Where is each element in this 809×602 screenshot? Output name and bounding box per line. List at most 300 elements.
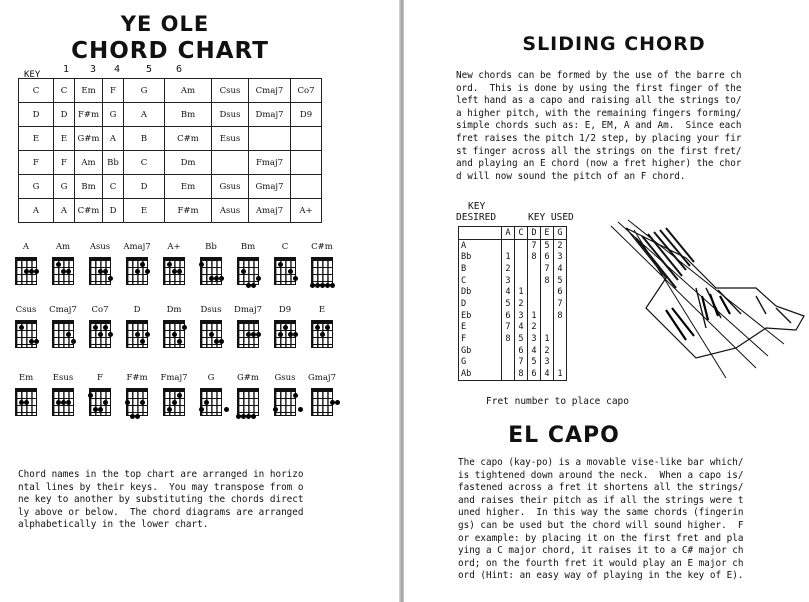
capo-column-header: C (515, 227, 528, 240)
fretboard-grid (274, 320, 296, 348)
chord-diagram-name: D (133, 305, 141, 315)
chord-diagram (119, 242, 155, 285)
fretboard-grid (52, 320, 74, 348)
fretboard-grid (52, 388, 74, 416)
capo-fret-value: 5 (515, 333, 528, 345)
chart-chord-cell: Bm (75, 175, 103, 199)
chart-chord-cell: Am (75, 151, 103, 175)
chart-chord-cell: G#m (75, 127, 103, 151)
capo-table-row (459, 310, 567, 322)
chart-explanation: Chord names in the top chart are arranged in horizo ntal lines by their keys. You may transpose from o ne key to another by substituting the chords direct ly above or below. The chord diagrams are arranged alphabetically in the lower chart. (18, 469, 304, 531)
capo-fret-value (528, 286, 541, 298)
chord-diagram (82, 242, 118, 285)
chart-chord-cell: Co7 (291, 79, 322, 103)
finger-dot (34, 339, 39, 344)
capo-fret-value (528, 263, 541, 275)
fretboard-grid (311, 320, 333, 348)
fretboard-grid (15, 388, 37, 416)
capo-fret-value: 7 (528, 239, 541, 251)
finger-dot (135, 332, 140, 337)
capo-fret-value: 3 (528, 333, 541, 345)
capo-fret-value (541, 286, 554, 298)
chord-diagram-name: Dmaj7 (234, 305, 262, 315)
finger-dot (182, 325, 187, 330)
chart-chord-cell: Em (75, 79, 103, 103)
fretboard-grid (200, 320, 222, 348)
capo-table-row (459, 333, 567, 345)
capo-column-header: E (541, 227, 554, 240)
finger-dot (130, 414, 135, 419)
chord-chart-row (19, 103, 322, 127)
capo-key-desired: Bb (459, 251, 502, 263)
finger-dot (93, 325, 98, 330)
finger-dot (172, 400, 177, 405)
fretboard-grid (126, 257, 148, 285)
chord-diagram (45, 242, 81, 285)
capo-fret-value (502, 239, 515, 251)
chord-diagram (304, 305, 340, 348)
finger-dot (330, 283, 335, 288)
finger-dot (135, 269, 140, 274)
chord-chart-row (19, 127, 322, 151)
chord-diagram-name: Gsus (274, 373, 296, 383)
capo-fret-value: 8 (541, 275, 554, 287)
chart-chord-cell: C (124, 151, 165, 175)
capo-fret-value: 5 (528, 357, 541, 369)
finger-dot (241, 414, 246, 419)
chart-chord-cell: Esus (212, 127, 249, 151)
chart-chord-cell: D9 (291, 103, 322, 127)
fret-number: 5 (146, 64, 153, 75)
finger-dot (103, 325, 108, 330)
chord-diagram (230, 242, 266, 285)
finger-dot (56, 400, 61, 405)
capo-table-row (459, 239, 567, 251)
chart-chord-cell: F (103, 79, 124, 103)
capo-table-row (459, 345, 567, 357)
chart-chord-cell: Dm (165, 151, 212, 175)
capo-fret-value: 1 (554, 368, 567, 380)
chart-key-cell: E (19, 127, 54, 151)
chart-chord-cell (291, 127, 322, 151)
sliding-chord-title: SLIDING CHORD (522, 33, 706, 55)
chord-diagram-name: D9 (278, 305, 292, 315)
capo-fret-value: 3 (541, 357, 554, 369)
capo-fret-value: 5 (541, 239, 554, 251)
chart-chord-cell: Gsus (212, 175, 249, 199)
chart-key-cell: C (19, 79, 54, 103)
chart-chord-cell: C#m (165, 127, 212, 151)
finger-dot (103, 269, 108, 274)
finger-dot (140, 400, 145, 405)
chord-diagram (45, 373, 81, 416)
capo-key-desired: F (459, 333, 502, 345)
finger-dot (167, 262, 172, 267)
finger-dot (293, 332, 298, 337)
chord-chart-row (19, 79, 322, 103)
chord-chart-row (19, 199, 322, 223)
fretboard-grid (200, 388, 222, 416)
finger-dot (135, 414, 140, 419)
finger-dot (199, 407, 204, 412)
el-capo-title: EL CAPO (508, 423, 620, 448)
finger-dot (236, 414, 241, 419)
capo-fret-value: 6 (541, 251, 554, 263)
finger-dot (145, 332, 150, 337)
chord-diagram (193, 373, 229, 416)
finger-dot (93, 407, 98, 412)
chord-diagram-name: F (97, 373, 103, 383)
chart-chord-cell: A+ (291, 199, 322, 223)
capo-fret-value (502, 368, 515, 380)
capo-fret-value: 3 (502, 275, 515, 287)
finger-dot (315, 283, 320, 288)
finger-dot (108, 276, 113, 281)
capo-fret-value (554, 345, 567, 357)
capo-fret-value: 2 (515, 298, 528, 310)
capo-table-row (459, 368, 567, 380)
fretboard-grid (237, 388, 259, 416)
finger-dot (140, 262, 145, 267)
finger-dot (273, 407, 278, 412)
capo-fret-value: 8 (554, 310, 567, 322)
capo-column-header: G (554, 227, 567, 240)
chart-chord-cell: F (54, 151, 75, 175)
chart-chord-cell: D (54, 103, 75, 127)
fretboard-grid (274, 388, 296, 416)
key-desired-label: KEY (468, 201, 486, 212)
capo-column-header: D (528, 227, 541, 240)
chord-diagram (230, 305, 266, 348)
finger-dot (293, 393, 298, 398)
finger-dot (315, 325, 320, 330)
finger-dot (88, 393, 93, 398)
fret-number: 6 (176, 64, 183, 75)
capo-fret-value: 6 (554, 286, 567, 298)
capo-fret-value (541, 322, 554, 334)
capo-fret-value (541, 298, 554, 310)
chord-diagram (8, 305, 44, 348)
capo-fret-value: 2 (528, 322, 541, 334)
capo-table-row (459, 251, 567, 263)
capo-fret-value (515, 251, 528, 263)
finger-dot (140, 339, 145, 344)
chord-diagram-name: G#m (237, 373, 259, 383)
fretboard-grid (89, 320, 111, 348)
capo-fret-value: 5 (502, 298, 515, 310)
chord-diagram-name: C#m (311, 242, 333, 252)
finger-dot (167, 407, 172, 412)
finger-dot (19, 400, 24, 405)
finger-dot (325, 325, 330, 330)
capo-fret-value: 4 (528, 345, 541, 357)
capo-column-header: A (502, 227, 515, 240)
chart-chord-cell: Bb (103, 151, 124, 175)
chart-chord-cell: G (54, 175, 75, 199)
finger-dot (125, 400, 130, 405)
chord-diagram (230, 373, 266, 416)
chord-diagram (45, 305, 81, 348)
finger-dot (19, 325, 24, 330)
chord-diagram-name: G (207, 373, 215, 383)
capo-fret-value: 8 (515, 368, 528, 380)
capo-table-row (459, 263, 567, 275)
fretboard-grid (163, 388, 185, 416)
capo-fret-value (541, 310, 554, 322)
chart-chord-cell: Cmaj7 (249, 79, 291, 103)
chord-diagram (267, 305, 303, 348)
fretboard-grid (15, 257, 37, 285)
capo-fret-value (502, 357, 515, 369)
capo-key-desired: Ab (459, 368, 502, 380)
chart-chord-cell: E (54, 127, 75, 151)
capo-table-row (459, 286, 567, 298)
chord-diagram-name: Em (18, 373, 34, 383)
finger-dot (251, 283, 256, 288)
chart-chord-cell: A (103, 127, 124, 151)
capo-hand-illustration (606, 218, 806, 388)
chart-chord-cell: Gmaj7 (249, 175, 291, 199)
fretboard-grid (274, 257, 296, 285)
chart-chord-cell: A (124, 103, 165, 127)
chart-key-cell: G (19, 175, 54, 199)
chord-diagram-name: A+ (167, 242, 181, 252)
capo-table-row (459, 298, 567, 310)
chart-chord-cell (212, 151, 249, 175)
finger-dot (199, 262, 204, 267)
chart-chord-cell: C#m (75, 199, 103, 223)
chord-diagram-name: E (318, 305, 326, 315)
finger-dot (298, 407, 303, 412)
finger-dot (283, 325, 288, 330)
chart-chord-cell: G (124, 79, 165, 103)
chart-chord-cell: B (124, 127, 165, 151)
capo-fret-value: 4 (541, 368, 554, 380)
capo-fret-value: 8 (502, 333, 515, 345)
finger-dot (66, 269, 71, 274)
chord-diagram (267, 373, 303, 416)
chart-chord-cell: Dsus (212, 103, 249, 127)
chord-chart-table (18, 78, 322, 223)
chart-chord-cell: Asus (212, 199, 249, 223)
fretboard-grid (15, 320, 37, 348)
finger-dot (288, 269, 293, 274)
fretboard-grid (52, 257, 74, 285)
chord-diagram (156, 305, 192, 348)
chord-diagram-name: Fmaj7 (160, 373, 188, 383)
capo-fret-value: 4 (554, 263, 567, 275)
capo-fret-value (528, 298, 541, 310)
capo-fret-value: 2 (554, 239, 567, 251)
fretboard-grid (311, 388, 333, 416)
capo-fret-value: 2 (502, 263, 515, 275)
capo-fret-value (515, 263, 528, 275)
el-capo-text: The capo (kay-po) is a movable vise-like bar which/ is tightened down around the neck. When a capo is/ fastened across a fret it shortens all the strings/ and raises their pitch as if all the strings were t uned higher. In this way the same chords (fingerin gs) can be used but the chord will sound higher. F or example: by placing it on the first fret and pla ying a C major chord, it raises it to a C# major ch ord; on the fourth fret it would play an E major ch ord (Hint: an easy way of playing in the key of E). (458, 457, 744, 582)
capo-fret-value: 8 (528, 251, 541, 263)
finger-dot (103, 400, 108, 405)
finger-dot (278, 262, 283, 267)
fretboard-grid (163, 320, 185, 348)
fretboard-grid (237, 320, 259, 348)
capo-key-desired: Db (459, 286, 502, 298)
finger-dot (71, 339, 76, 344)
finger-dot (24, 400, 29, 405)
finger-dot (320, 332, 325, 337)
chart-chord-cell: Csus (212, 79, 249, 103)
chart-chord-cell: D (124, 175, 165, 199)
chord-diagram-name: Asus (89, 242, 111, 252)
finger-dot (278, 332, 283, 337)
chord-diagram (156, 242, 192, 285)
capo-key-desired: D (459, 298, 502, 310)
chord-diagram (267, 242, 303, 285)
capo-fret-value: 6 (515, 345, 528, 357)
fretboard-grid (89, 388, 111, 416)
chart-chord-cell: G (103, 103, 124, 127)
title-line-2: CHORD CHART (71, 38, 269, 64)
finger-dot (172, 332, 177, 337)
chart-chord-cell: C (103, 175, 124, 199)
chart-chord-cell (291, 151, 322, 175)
chord-diagram (82, 373, 118, 416)
capo-fret-value: 6 (502, 310, 515, 322)
chord-diagram-name: Dm (166, 305, 182, 315)
chord-diagram (8, 373, 44, 416)
chord-diagram (304, 373, 340, 416)
table-caption: Fret number to place capo (486, 396, 629, 407)
capo-fret-value (502, 345, 515, 357)
chord-diagram (119, 373, 155, 416)
capo-fret-value: 7 (541, 263, 554, 275)
chord-diagram-name: Gmaj7 (308, 373, 336, 383)
finger-dot (145, 269, 150, 274)
chart-chord-cell: C (54, 79, 75, 103)
chord-diagram-name: A (22, 242, 30, 252)
finger-dot (66, 332, 71, 337)
chart-chord-cell: F#m (75, 103, 103, 127)
capo-key-desired: B (459, 263, 502, 275)
chart-chord-cell: Em (165, 175, 212, 199)
capo-key-desired: A (459, 239, 502, 251)
capo-fret-value: 2 (541, 345, 554, 357)
fret-number: 3 (90, 64, 97, 75)
chart-chord-cell: A (54, 199, 75, 223)
chart-key-cell: D (19, 103, 54, 127)
capo-table-corner (459, 227, 502, 240)
fretboard-grid (89, 257, 111, 285)
capo-fret-value: 6 (528, 368, 541, 380)
chart-chord-cell: Dmaj7 (249, 103, 291, 127)
chord-diagram (119, 305, 155, 348)
capo-table (458, 226, 567, 381)
finger-dot (219, 276, 224, 281)
finger-dot (293, 276, 298, 281)
capo-fret-value: 5 (554, 275, 567, 287)
capo-fret-value: 1 (528, 310, 541, 322)
chord-diagram-name: C (281, 242, 289, 252)
capo-fret-value: 4 (515, 322, 528, 334)
chord-diagram (156, 373, 192, 416)
left-page (0, 0, 400, 602)
finger-dot (177, 393, 182, 398)
fret-number: 4 (114, 64, 121, 75)
finger-dot (66, 400, 71, 405)
capo-table-row (459, 275, 567, 287)
capo-key-desired: G (459, 357, 502, 369)
fretboard-grid (126, 388, 148, 416)
capo-fret-value: 7 (502, 322, 515, 334)
finger-dot (98, 332, 103, 337)
chart-chord-cell: F#m (165, 199, 212, 223)
fretboard-grid (126, 320, 148, 348)
chart-chord-cell: Amaj7 (249, 199, 291, 223)
chord-diagram-name: Esus (52, 373, 74, 383)
finger-dot (251, 414, 256, 419)
chart-key-cell: A (19, 199, 54, 223)
capo-fret-value (554, 357, 567, 369)
capo-fret-value (554, 333, 567, 345)
sliding-chord-text: New chords can be formed by the use of the barre ch ord. This is done by using the first finger of the left hand as a capo and raising all the strings to/ a higher pitch, with the remaining fingers forming/ simple chords such as: E, EM, A and Am. Since each fret raises the pitch 1/2 step, by placing your fir st finger across all the strings on the first fret/ and playing an E chord (now a fret higher) the chor d will now sound the pitch of an F chord. (456, 70, 742, 182)
finger-dot (98, 407, 103, 412)
finger-dot (34, 269, 39, 274)
capo-fret-value: 1 (502, 251, 515, 263)
chord-diagram-name: Amaj7 (123, 242, 151, 252)
chart-chord-cell: E (124, 199, 165, 223)
chord-chart-row (19, 175, 322, 199)
chord-diagram (8, 242, 44, 285)
chart-chord-cell (249, 127, 291, 151)
title-line-1: YE OLE (120, 12, 210, 36)
chord-diagram-name: Co7 (91, 305, 109, 315)
capo-fret-value (515, 275, 528, 287)
finger-dot (56, 262, 61, 267)
finger-dot (256, 276, 261, 281)
chord-chart-row (19, 151, 322, 175)
chord-diagram-name: Am (55, 242, 71, 252)
chord-diagram-name: Bb (205, 242, 217, 252)
capo-key-desired: E (459, 322, 502, 334)
key-label: KEY (24, 70, 41, 80)
finger-dot (108, 332, 113, 337)
capo-fret-value: 3 (554, 251, 567, 263)
chord-diagram-name: F#m (126, 373, 148, 383)
capo-fret-value: 3 (515, 310, 528, 322)
capo-fret-value (515, 239, 528, 251)
chord-diagram-name: Bm (240, 242, 256, 252)
capo-key-desired: Eb (459, 310, 502, 322)
capo-fret-value: 1 (515, 286, 528, 298)
chart-chord-cell (291, 175, 322, 199)
capo-table-row (459, 357, 567, 369)
chord-diagram (304, 242, 340, 285)
finger-dot (310, 283, 315, 288)
finger-dot (224, 407, 229, 412)
finger-dot (204, 400, 209, 405)
capo-fret-value (528, 275, 541, 287)
finger-dot (209, 332, 214, 337)
fretboard-grid (311, 257, 333, 285)
chord-diagram-name: Dsus (200, 305, 222, 315)
fretboard-grid (163, 257, 185, 285)
finger-dot (256, 332, 261, 337)
capo-key-desired: Gb (459, 345, 502, 357)
fretboard-grid (237, 257, 259, 285)
finger-dot (241, 269, 246, 274)
chord-diagram (82, 305, 118, 348)
finger-dot (335, 400, 340, 405)
chord-diagram (193, 242, 229, 285)
chord-diagram (193, 305, 229, 348)
